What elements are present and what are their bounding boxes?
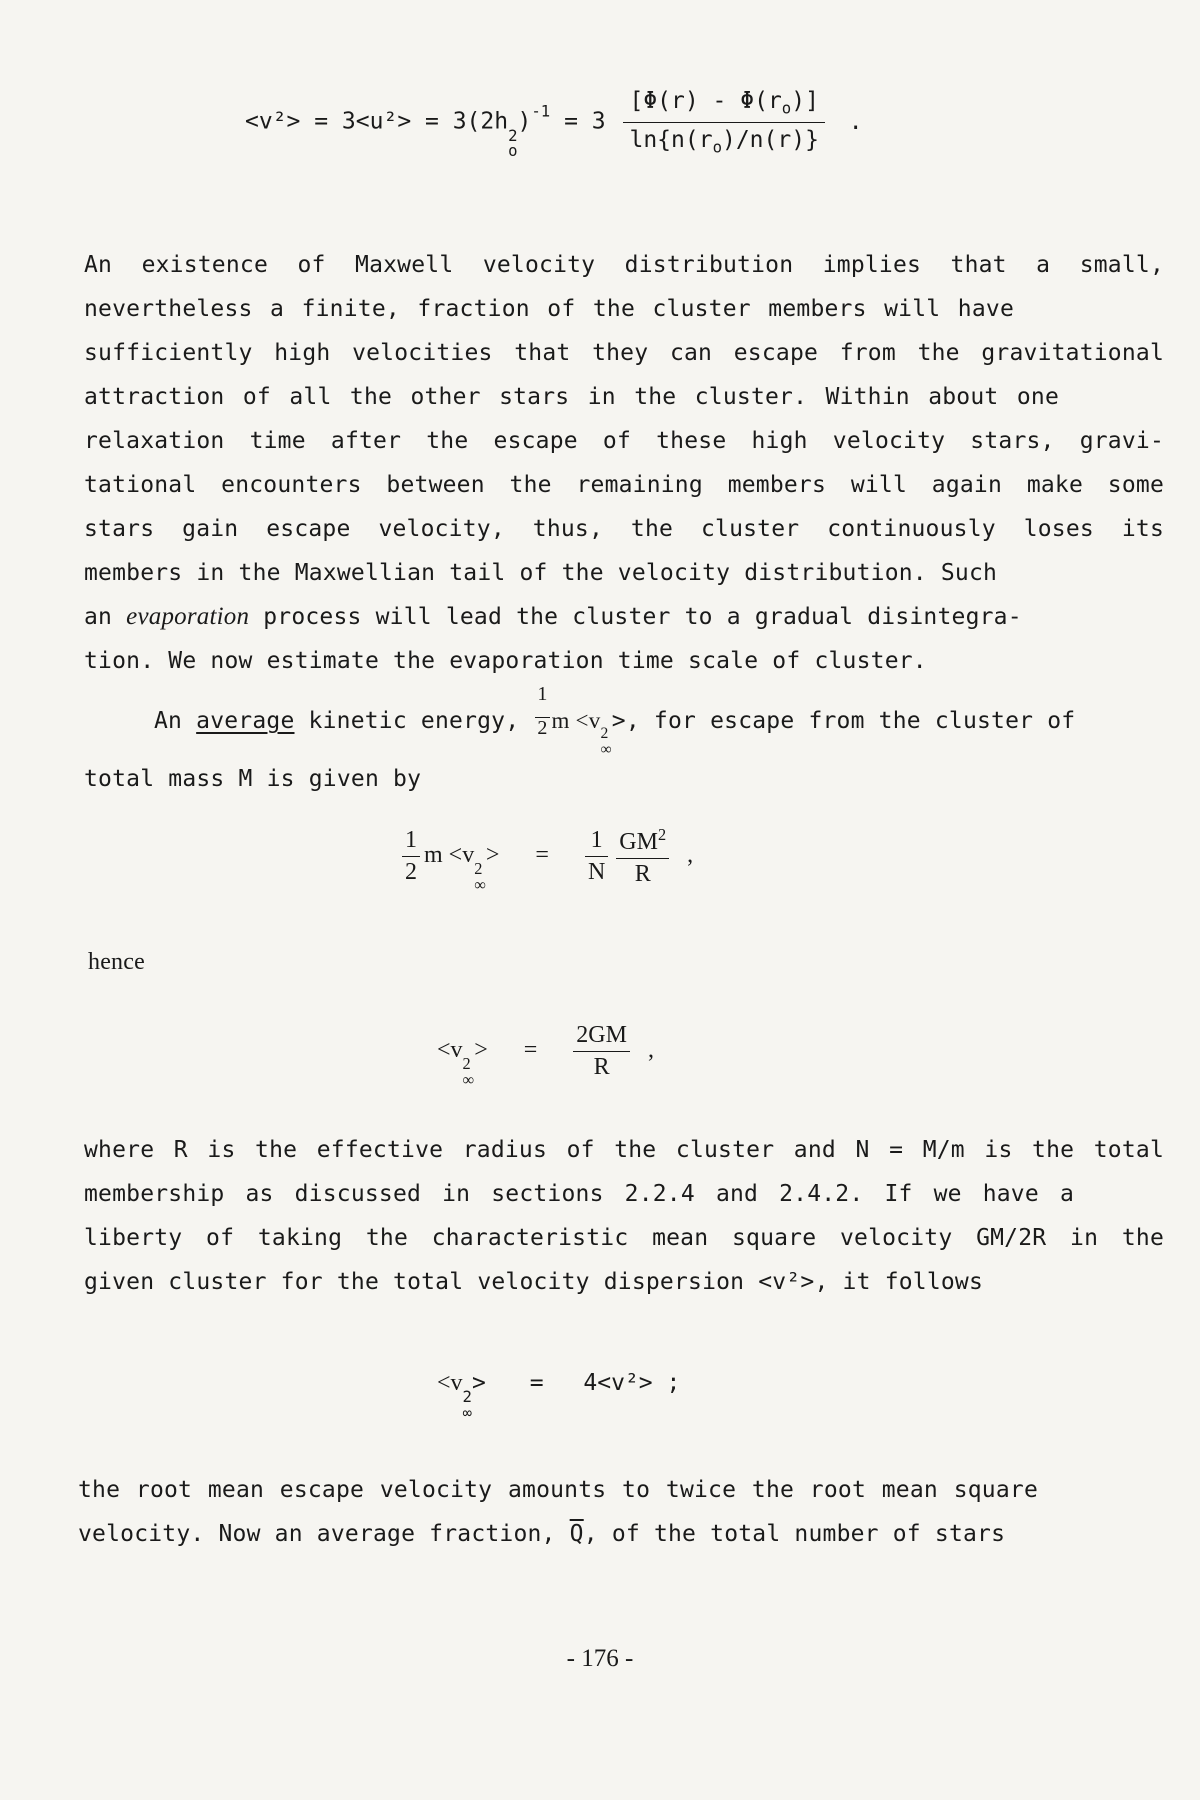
fraction-one-over-n: $\frac{1}{N}$ [585,827,608,886]
q-bar-symbol: $\overline{Q}$ [569,1521,584,1547]
equation-velocity-dispersion: <v²> = 3<u²> = 3(2h 2 o )$^{-1}$ = 3 $\frac{[\Phi(r) - \Phi(r_o)]}{\ln\{n(r_o)/n(r)\}}$ . [245,88,863,161]
fraction-one-half: $\frac{1}{2}$ [535,672,549,737]
text-hence: hence [88,949,145,975]
equation-escape-velocity-square: <v 2 ∞ > = $\frac{2GM}{R}$ , [437,1022,654,1090]
equation-escape-velocity-relation: <v 2 ∞ > = 4<v²> ; [437,1370,681,1422]
text-line: tion. We now estimate the evaporation time scale of cluster. [84,648,927,674]
text-line: tational encounters between the remaining members will again make some [84,472,1164,498]
fraction-potential-over-log-density: $\frac{[\Phi(r) - \Phi(r_o)]}{\ln\{n(r_o)/n(r)\}}$ [623,88,824,156]
text-line: attraction of all the other stars in the cluster. Within about one [84,384,1059,410]
text-line: relaxation time after the escape of these high velocity stars, gravi- [84,428,1164,454]
fraction-gm2-over-r: $\frac{GM^2}{R}$ [616,825,669,888]
text-line: an evaporation process will lead the cluster to a gradual disintegra- [84,603,1022,630]
paragraph-evaporation [84,243,1164,683]
text-line: An existence of Maxwell velocity distribution implies that a small, [84,252,1164,278]
paragraph-kinetic-energy [84,672,1164,801]
fraction-2gm-over-r: $\frac{2GM}{R}$ [573,1022,630,1081]
text-line: liberty of taking the characteristic mean square velocity GM/2R in the [84,1225,1164,1251]
paragraph-root-mean-escape [78,1468,1158,1556]
text-line: the root mean escape velocity amounts to twice the root mean square [78,1477,1038,1503]
underlined-word-average: average [196,708,295,734]
text-line: An average kinetic energy, $\frac{1}{2}$ m <v 2 ∞ >, for escape from the cluster of [84,672,1164,757]
text-line: sufficiently high velocities that they can escape from the gravitational [84,340,1164,366]
text-line: velocity. Now an average fraction, $\overline{Q}$, of the total number of stars [78,1521,1006,1547]
text-line: stars gain escape velocity, thus, the cluster continuously loses its [84,516,1164,542]
equation-escape-kinetic-energy: $\frac{1}{2}$ m <v 2 ∞ > = $\frac{1}{N}$ $\frac{GM^2}{R}$ , [398,825,693,894]
text-line: total mass M is given by [84,766,422,793]
text-line: given cluster for the total velocity dispersion <v²>, it follows [84,1269,984,1295]
text-line: membership as discussed in sections 2.2.4 and 2.4.2. If we have a [84,1181,1074,1207]
text-line: nevertheless a finite, fraction of the cluster members will have [84,296,1014,322]
page-number: - 176 - [566,1645,634,1672]
text-line: where R is the effective radius of the cluster and N = M/m is the total [84,1137,1164,1163]
italic-term-evaporation: evaporation [126,603,250,630]
paragraph-effective-radius [84,1128,1164,1304]
text-line: members in the Maxwellian tail of the velocity distribution. Such [84,560,998,586]
fraction-one-half: $\frac{1}{2}$ [402,827,420,886]
